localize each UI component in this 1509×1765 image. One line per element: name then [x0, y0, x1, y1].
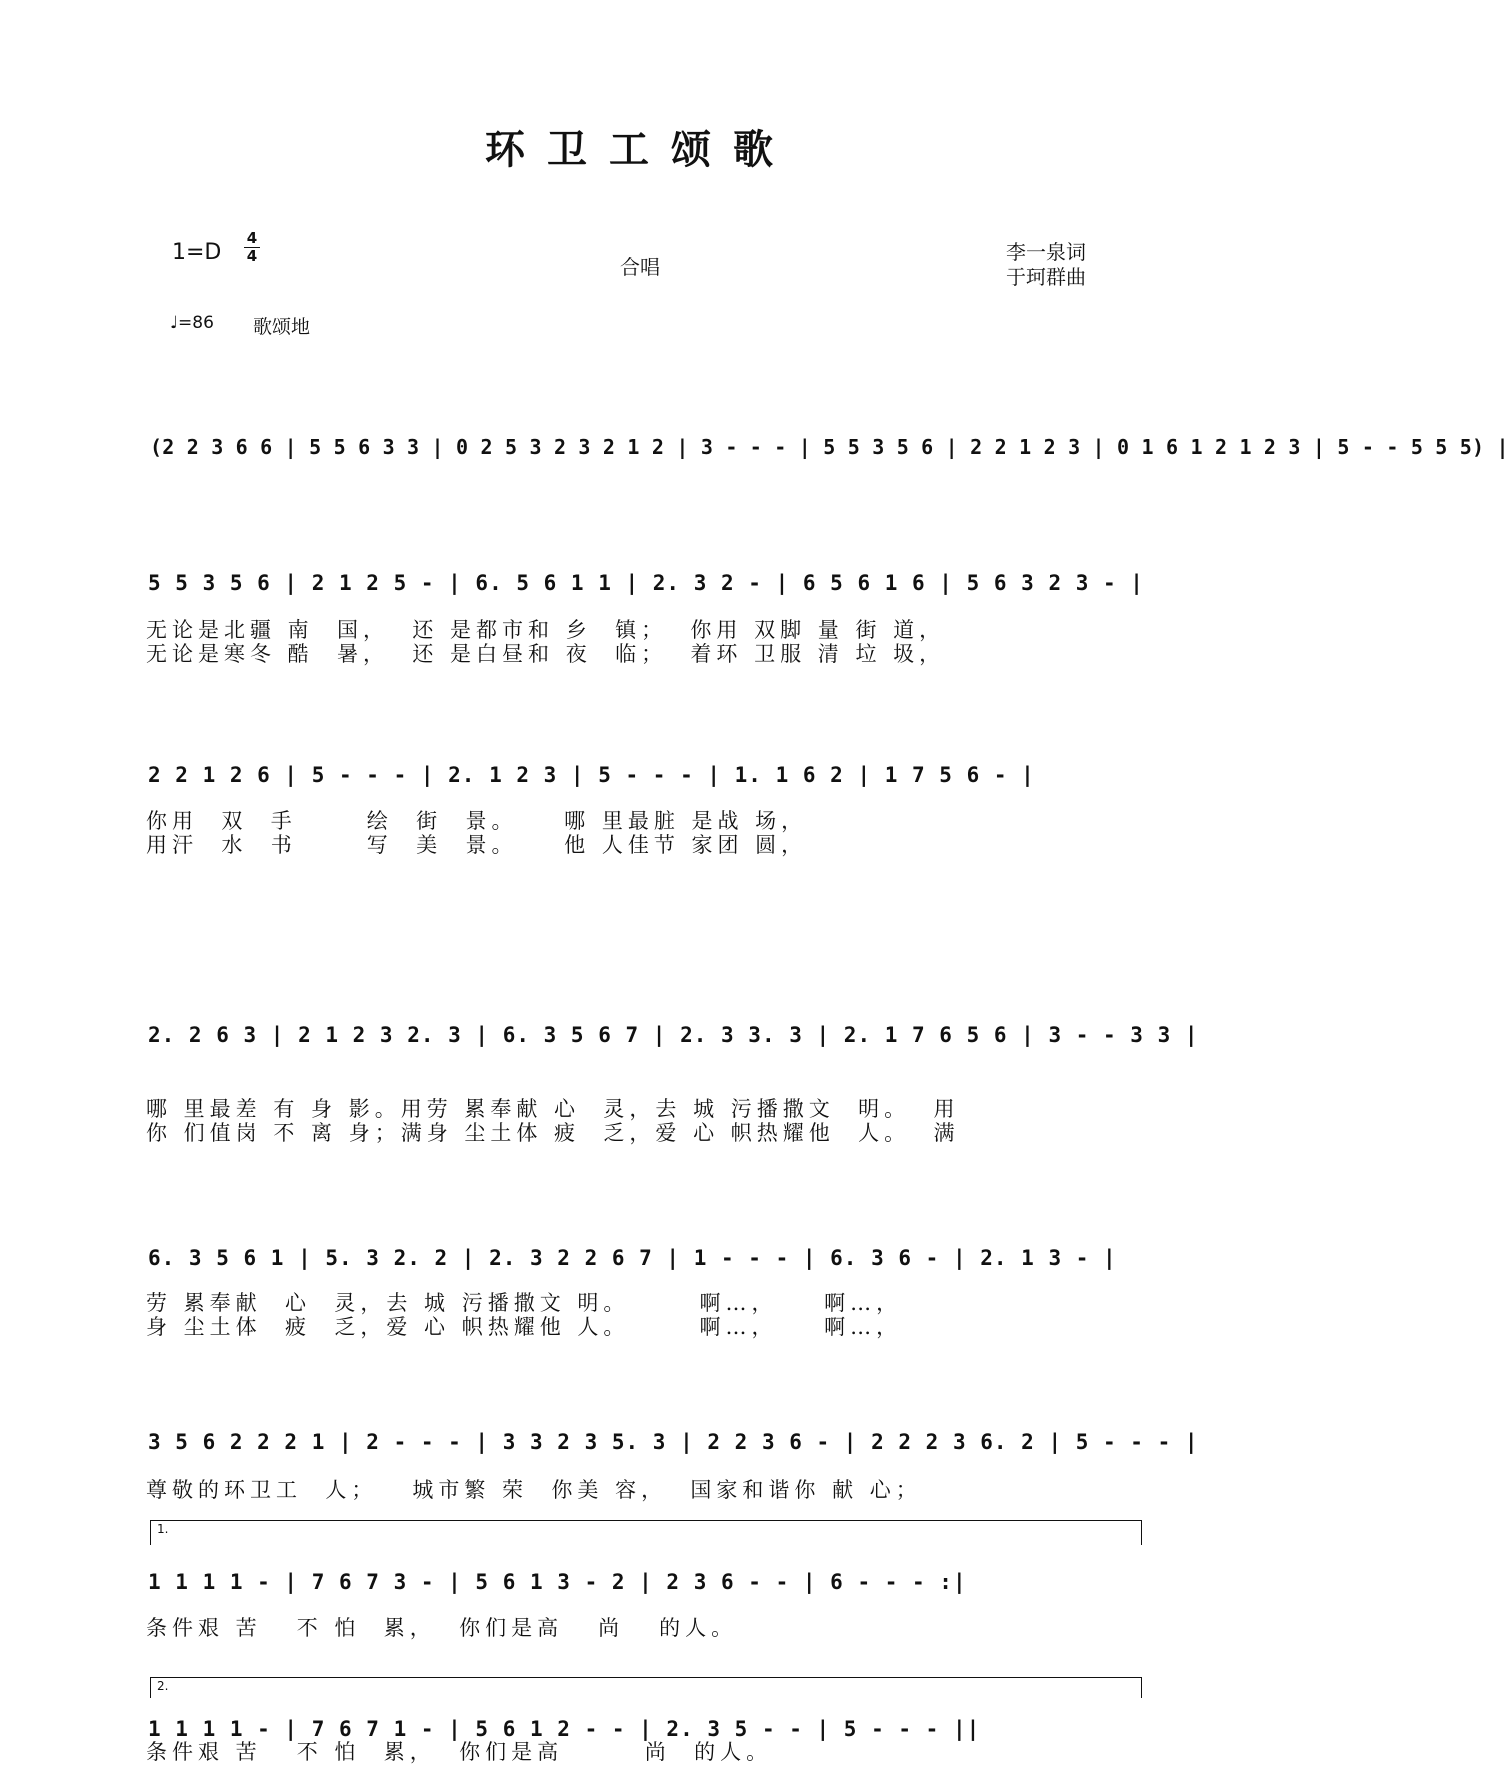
- volta-first-ending: [150, 1520, 1142, 1545]
- line3-lyric-verse2: 你 们值岗 不 离 身；满身 尘土体 疲 乏，爱 心 帜热耀他 人。 满: [146, 1121, 960, 1145]
- intro-notes: (2 2 3 6 6 | 5 5 6 3 3 | 0 2 5 3 2 3 2 1 2 | 3 - - - | 5 5 3 5 6 | 2 2 1 2 3 | 0 1 6 1 2 1 2 3 | 5 - - 5 5 5) |: [150, 435, 1509, 459]
- line7-notes: 1 1 1 1 - | 7 6 7 1 - | 5 6 1 2 - - | 2. 3 5 - - | 5 - - - ||: [148, 1717, 981, 1741]
- line2-lyric-verse2: 用汗 水 书 写 美 景。 他 人佳节 家团 圆，: [146, 833, 808, 857]
- song-title: 环卫工颂歌: [485, 127, 795, 173]
- expression-marking: 歌颂地: [253, 316, 311, 338]
- line6-notes: 1 1 1 1 - | 7 6 7 3 - | 5 6 1 3 - 2 | 2 3 6 - - | 6 - - - :|: [148, 1570, 967, 1594]
- line4-notes: 6. 3 5 6 1 | 5. 3 2. 2 | 2. 3 2 2 6 7 | 1 - - - | 6. 3 6 - | 2. 1 3 - |: [148, 1246, 1117, 1270]
- line4-lyric-verse1: 劳 累奉献 心 灵，去 城 污播撒文 明。 啊…， 啊…，: [146, 1291, 903, 1315]
- line3-lyric-verse1: 哪 里最差 有 身 影。用劳 累奉献 心 灵，去 城 污播撒文 明。 用: [146, 1097, 960, 1121]
- line6-lyric: 条件艰 苦 不 怕 累， 你们是高 尚 的人。: [146, 1616, 738, 1640]
- line1-lyric-verse2: 无论是寒冬 酷 暑， 还 是白昼和 夜 临； 着环 卫服 清 垃 圾，: [146, 642, 946, 666]
- volta2-label: 2.: [157, 1679, 169, 1693]
- lyricist: 李一泉词: [1006, 240, 1086, 264]
- line5-lyric: 尊敬的环卫工 人； 城市繁 荣 你美 容， 国家和谐你 献 心；: [146, 1478, 922, 1502]
- line2-lyric-verse1: 你用 双 手 绘 街 景。 哪 里最脏 是战 场，: [146, 809, 808, 833]
- tempo-marking: ♩=86: [170, 313, 214, 333]
- line1-notes: 5 5 3 5 6 | 2 1 2 5 - | 6. 5 6 1 1 | 2. 3 2 - | 6 5 6 1 6 | 5 6 3 2 3 - |: [148, 571, 1144, 595]
- volta-second-ending: [150, 1677, 1142, 1698]
- line1-lyric-verse1: 无论是北疆 南 国， 还 是都市和 乡 镇； 你用 双脚 量 街 道，: [146, 618, 946, 642]
- line3-notes: 2. 2 6 3 | 2 1 2 3 2. 3 | 6. 3 5 6 7 | 2. 3 3. 3 | 2. 1 7 6 5 6 | 3 - - 3 3 |: [148, 1023, 1199, 1047]
- performance-type: 合唱: [620, 255, 660, 279]
- time-signature-top: 4: [246, 229, 258, 247]
- line4-lyric-verse2: 身 尘土体 疲 乏，爱 心 帜热耀他 人。 啊…， 啊…，: [146, 1315, 903, 1339]
- time-signature: [242, 230, 262, 265]
- line2-notes: 2 2 1 2 6 | 5 - - - | 2. 1 2 3 | 5 - - - | 1. 1 6 2 | 1 7 5 6 - |: [148, 763, 1035, 787]
- time-signature-bottom: 4: [246, 247, 258, 265]
- volta1-label: 1.: [157, 1522, 169, 1536]
- line5-notes: 3 5 6 2 2 2 1 | 2 - - - | 3 3 2 3 5. 3 | 2 2 3 6 - | 2 2 2 3 6. 2 | 5 - - - |: [148, 1430, 1199, 1454]
- composer: 于珂群曲: [1006, 265, 1086, 289]
- key-signature: 1=D: [172, 240, 222, 265]
- credits: [1006, 240, 1086, 290]
- line7-lyric: 条件艰 苦 不 怕 累， 你们是高 尚 的人。: [146, 1740, 773, 1764]
